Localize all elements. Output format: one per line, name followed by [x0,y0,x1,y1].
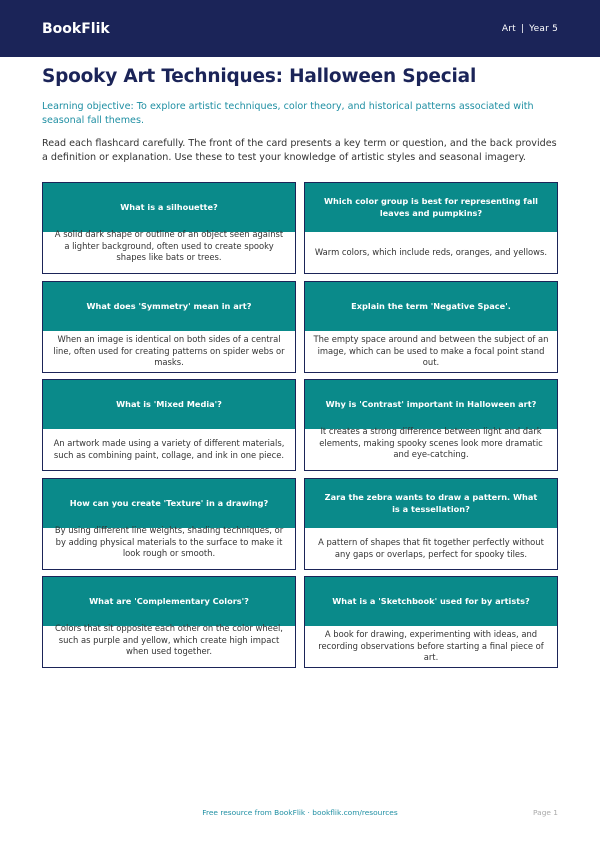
flashcard-back: A book for drawing, experimenting with ideas, and recording observations before starting a final piece of art. [318,629,544,663]
flashcard-front: How can you create 'Texture' in a drawing? [43,479,295,528]
subject-year-label [502,24,558,34]
flashcard[interactable] [42,379,296,471]
flashcard-back: The empty space around and between the subject of an image, which can be used to make a focal point stand out. [313,334,549,368]
flashcard[interactable] [304,182,558,274]
flashcard-back: Colors that sit opposite each other on the color wheel, such as purple and yellow, which create high impact when used together. [55,623,283,657]
flashcard[interactable] [42,182,296,274]
flashcard-back: A solid dark shape or outline of an object seen against a lighter background, often used to create spooky shapes like bats or trees. [54,229,284,263]
flashcard-back: It creates a strong difference between light and dark elements, making spooky scenes look more dramatic and eye-catching. [319,426,543,460]
year-label: Year 5 [529,23,558,34]
separator: | [520,23,525,34]
flashcard-front: What are 'Complementary Colors'? [43,577,295,626]
page-number: Page 1 [533,808,558,817]
flashcard[interactable] [42,281,296,373]
flashcard[interactable] [42,576,296,668]
intro-instructions: Read each flashcard carefully. The front of the card presents a key term or question, and the back provides a definition or explanation. Use these to test your knowledge of artistic styles and seasonal imagery. [42,138,557,163]
top-header-bar [0,0,600,57]
learning-objective: Learning objective: To explore artistic techniques, color theory, and historical patterns associated with seasonal fall themes. [42,101,534,126]
flashcard-back: An artwork made using a variety of different materials, such as combining paint, collage, and ink in one piece. [53,437,285,460]
flashcard-front: Explain the term 'Negative Space'. [305,282,557,331]
flashcard-back: By using different line weights, shading techniques, or by adding physical materials to the surface to make it look rough or smooth. [54,525,284,559]
flashcard[interactable] [304,576,558,668]
page-title: Spooky Art Techniques: Halloween Special [42,66,477,87]
flashcard[interactable] [304,478,558,570]
flashcard-front: What does 'Symmetry' mean in art? [43,282,295,331]
flashcard-front: Why is 'Contrast' important in Halloween art? [305,380,557,429]
flashcard[interactable] [42,478,296,570]
brand-logo-text[interactable]: BookFlik [42,20,110,37]
footer-credit[interactable]: Free resource from BookFlik · bookflik.com/resources [202,808,398,817]
flashcard-front: What is a 'Sketchbook' used for by artists? [305,577,557,626]
flashcard[interactable] [304,379,558,471]
flashcard-back: A pattern of shapes that fit together perfectly without any gaps or overlaps, perfect for spooky tiles. [318,536,544,559]
flashcard-front: What is a silhouette? [43,183,295,232]
flashcard-front: Zara the zebra wants to draw a pattern. What is a tessellation? [305,479,557,528]
flashcard[interactable] [304,281,558,373]
flashcard-back: When an image is identical on both sides of a central line, often used for creating patterns on spider webs or masks. [53,334,285,368]
flashcard-front: Which color group is best for representing fall leaves and pumpkins? [305,183,557,232]
flashcard-front: What is 'Mixed Media'? [43,380,295,429]
subject-label: Art [501,23,516,34]
flashcard-back: Warm colors, which include reds, oranges, and yellows. [314,246,548,257]
